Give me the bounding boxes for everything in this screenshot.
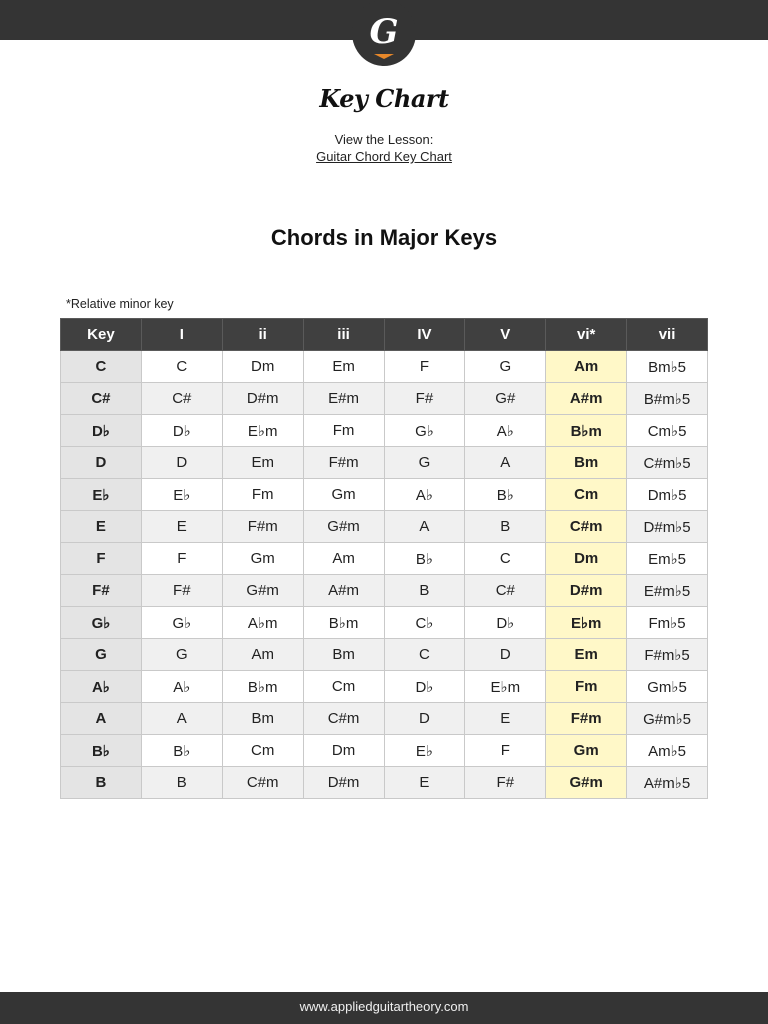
chord-cell: C [465, 543, 546, 575]
relative-minor-cell: F#m [546, 703, 627, 735]
relative-minor-cell: G#m [546, 767, 627, 799]
chord-cell: Cm [222, 735, 303, 767]
chord-cell: G [384, 447, 465, 479]
column-header: IV [384, 319, 465, 351]
chord-cell: D♭ [141, 415, 222, 447]
chord-cell: B [141, 767, 222, 799]
chord-cell: B♭m [303, 607, 384, 639]
chord-cell: C#m [222, 767, 303, 799]
chord-cell: A [465, 447, 546, 479]
chord-cell: F# [384, 383, 465, 415]
chord-cell: C [384, 639, 465, 671]
chord-cell: G [141, 639, 222, 671]
chord-cell: Cm [303, 671, 384, 703]
key-cell: B [61, 767, 142, 799]
key-cell: B♭ [61, 735, 142, 767]
key-cell: A [61, 703, 142, 735]
chord-cell: B♭ [141, 735, 222, 767]
chord-cell: Gm♭5 [627, 671, 708, 703]
chord-cell: Cm♭5 [627, 415, 708, 447]
chord-cell: F#m [303, 447, 384, 479]
chord-cell: B [465, 511, 546, 543]
chord-cell: G#m♭5 [627, 703, 708, 735]
chord-cell: B♭ [384, 543, 465, 575]
chord-cell: Em [303, 351, 384, 383]
table-row [61, 607, 708, 639]
logo[interactable] [352, 0, 416, 66]
relative-minor-cell: Bm [546, 447, 627, 479]
key-chart-table [60, 318, 708, 799]
chord-cell: E [141, 511, 222, 543]
table-row [61, 735, 708, 767]
relative-minor-note: *Relative minor key [66, 297, 174, 311]
relative-minor-cell: Fm [546, 671, 627, 703]
chord-cell: D#m♭5 [627, 511, 708, 543]
relative-minor-cell: Em [546, 639, 627, 671]
chord-cell: E#m [303, 383, 384, 415]
relative-minor-cell: C#m [546, 511, 627, 543]
chord-cell: Dm♭5 [627, 479, 708, 511]
table-row [61, 543, 708, 575]
chord-cell: C [141, 351, 222, 383]
chord-cell: A♭m [222, 607, 303, 639]
relative-minor-cell: Dm [546, 543, 627, 575]
chord-cell: G#m [303, 511, 384, 543]
chord-cell: Am [222, 639, 303, 671]
relative-minor-cell: Gm [546, 735, 627, 767]
chord-cell: Am♭5 [627, 735, 708, 767]
table-row [61, 351, 708, 383]
chord-cell: G♭ [384, 415, 465, 447]
chord-cell: Gm [303, 479, 384, 511]
chord-cell: D [465, 639, 546, 671]
key-cell: E♭ [61, 479, 142, 511]
chord-cell: A [141, 703, 222, 735]
table-row [61, 575, 708, 607]
chord-cell: D [141, 447, 222, 479]
column-header: vi* [546, 319, 627, 351]
chord-cell: B♭m [222, 671, 303, 703]
chord-cell: C# [465, 575, 546, 607]
chord-cell: E♭ [384, 735, 465, 767]
relative-minor-cell: D#m [546, 575, 627, 607]
chord-cell: A♭ [465, 415, 546, 447]
chord-cell: E [384, 767, 465, 799]
key-cell: F [61, 543, 142, 575]
chord-cell: Gm [222, 543, 303, 575]
lesson-label: View the Lesson: [334, 132, 434, 147]
table-row [61, 639, 708, 671]
logo-letter: G [369, 12, 399, 52]
relative-minor-cell: B♭m [546, 415, 627, 447]
chord-cell: F# [141, 575, 222, 607]
relative-minor-cell: Cm [546, 479, 627, 511]
chord-cell: Am [303, 543, 384, 575]
key-cell: C# [61, 383, 142, 415]
table-row [61, 479, 708, 511]
chord-cell: D#m [303, 767, 384, 799]
chord-cell: D#m [222, 383, 303, 415]
table-header-row [61, 319, 708, 351]
chord-cell: D♭ [465, 607, 546, 639]
key-cell: D [61, 447, 142, 479]
chord-cell: A#m♭5 [627, 767, 708, 799]
chord-cell: B#m♭5 [627, 383, 708, 415]
column-header: Key [61, 319, 142, 351]
chord-cell: B [384, 575, 465, 607]
table-row [61, 383, 708, 415]
relative-minor-cell: E♭m [546, 607, 627, 639]
chord-cell: C#m♭5 [627, 447, 708, 479]
table-row [61, 415, 708, 447]
column-header: vii [627, 319, 708, 351]
page-title: Key Chart [319, 84, 449, 113]
chord-cell: F [384, 351, 465, 383]
chord-cell: A#m [303, 575, 384, 607]
column-header: iii [303, 319, 384, 351]
chord-cell: F [465, 735, 546, 767]
chord-cell: D [384, 703, 465, 735]
key-cell: E [61, 511, 142, 543]
chord-cell: Bm [303, 639, 384, 671]
table-row [61, 703, 708, 735]
key-cell: A♭ [61, 671, 142, 703]
chord-cell: E [465, 703, 546, 735]
key-cell: G♭ [61, 607, 142, 639]
key-cell: F# [61, 575, 142, 607]
key-cell: G [61, 639, 142, 671]
column-header: I [141, 319, 222, 351]
chord-cell: Bm [222, 703, 303, 735]
chord-cell: E#m♭5 [627, 575, 708, 607]
chord-cell: B♭ [465, 479, 546, 511]
chord-cell: A [384, 511, 465, 543]
chord-cell: Bm♭5 [627, 351, 708, 383]
chord-cell: F# [465, 767, 546, 799]
chord-cell: Fm [222, 479, 303, 511]
chord-cell: A♭ [384, 479, 465, 511]
chord-cell: G♭ [141, 607, 222, 639]
key-cell: D♭ [61, 415, 142, 447]
chord-cell: F#m♭5 [627, 639, 708, 671]
column-header: V [465, 319, 546, 351]
key-cell: C [61, 351, 142, 383]
table-row [61, 671, 708, 703]
chord-cell: C#m [303, 703, 384, 735]
chord-cell: Em♭5 [627, 543, 708, 575]
chord-cell: Dm [303, 735, 384, 767]
chord-cell: Fm♭5 [627, 607, 708, 639]
table-row [61, 511, 708, 543]
chord-cell: E♭m [465, 671, 546, 703]
table-row [61, 447, 708, 479]
chord-cell: Fm [303, 415, 384, 447]
chord-cell: E♭m [222, 415, 303, 447]
chord-cell: Dm [222, 351, 303, 383]
chord-cell: G# [465, 383, 546, 415]
footer-url[interactable]: www.appliedguitartheory.com [299, 999, 469, 1014]
chord-cell: C# [141, 383, 222, 415]
chord-cell: A♭ [141, 671, 222, 703]
lesson-link[interactable]: Guitar Chord Key Chart [316, 149, 452, 164]
chord-cell: C♭ [384, 607, 465, 639]
chord-cell: G [465, 351, 546, 383]
footer [0, 992, 768, 1024]
relative-minor-cell: Am [546, 351, 627, 383]
chord-cell: Em [222, 447, 303, 479]
chord-cell: G#m [222, 575, 303, 607]
column-header: ii [222, 319, 303, 351]
relative-minor-cell: A#m [546, 383, 627, 415]
section-title: Chords in Major Keys [270, 225, 498, 250]
chord-cell: F#m [222, 511, 303, 543]
chord-cell: F [141, 543, 222, 575]
table-row [61, 767, 708, 799]
chord-cell: D♭ [384, 671, 465, 703]
chord-cell: E♭ [141, 479, 222, 511]
logo-g-icon [352, 0, 416, 66]
